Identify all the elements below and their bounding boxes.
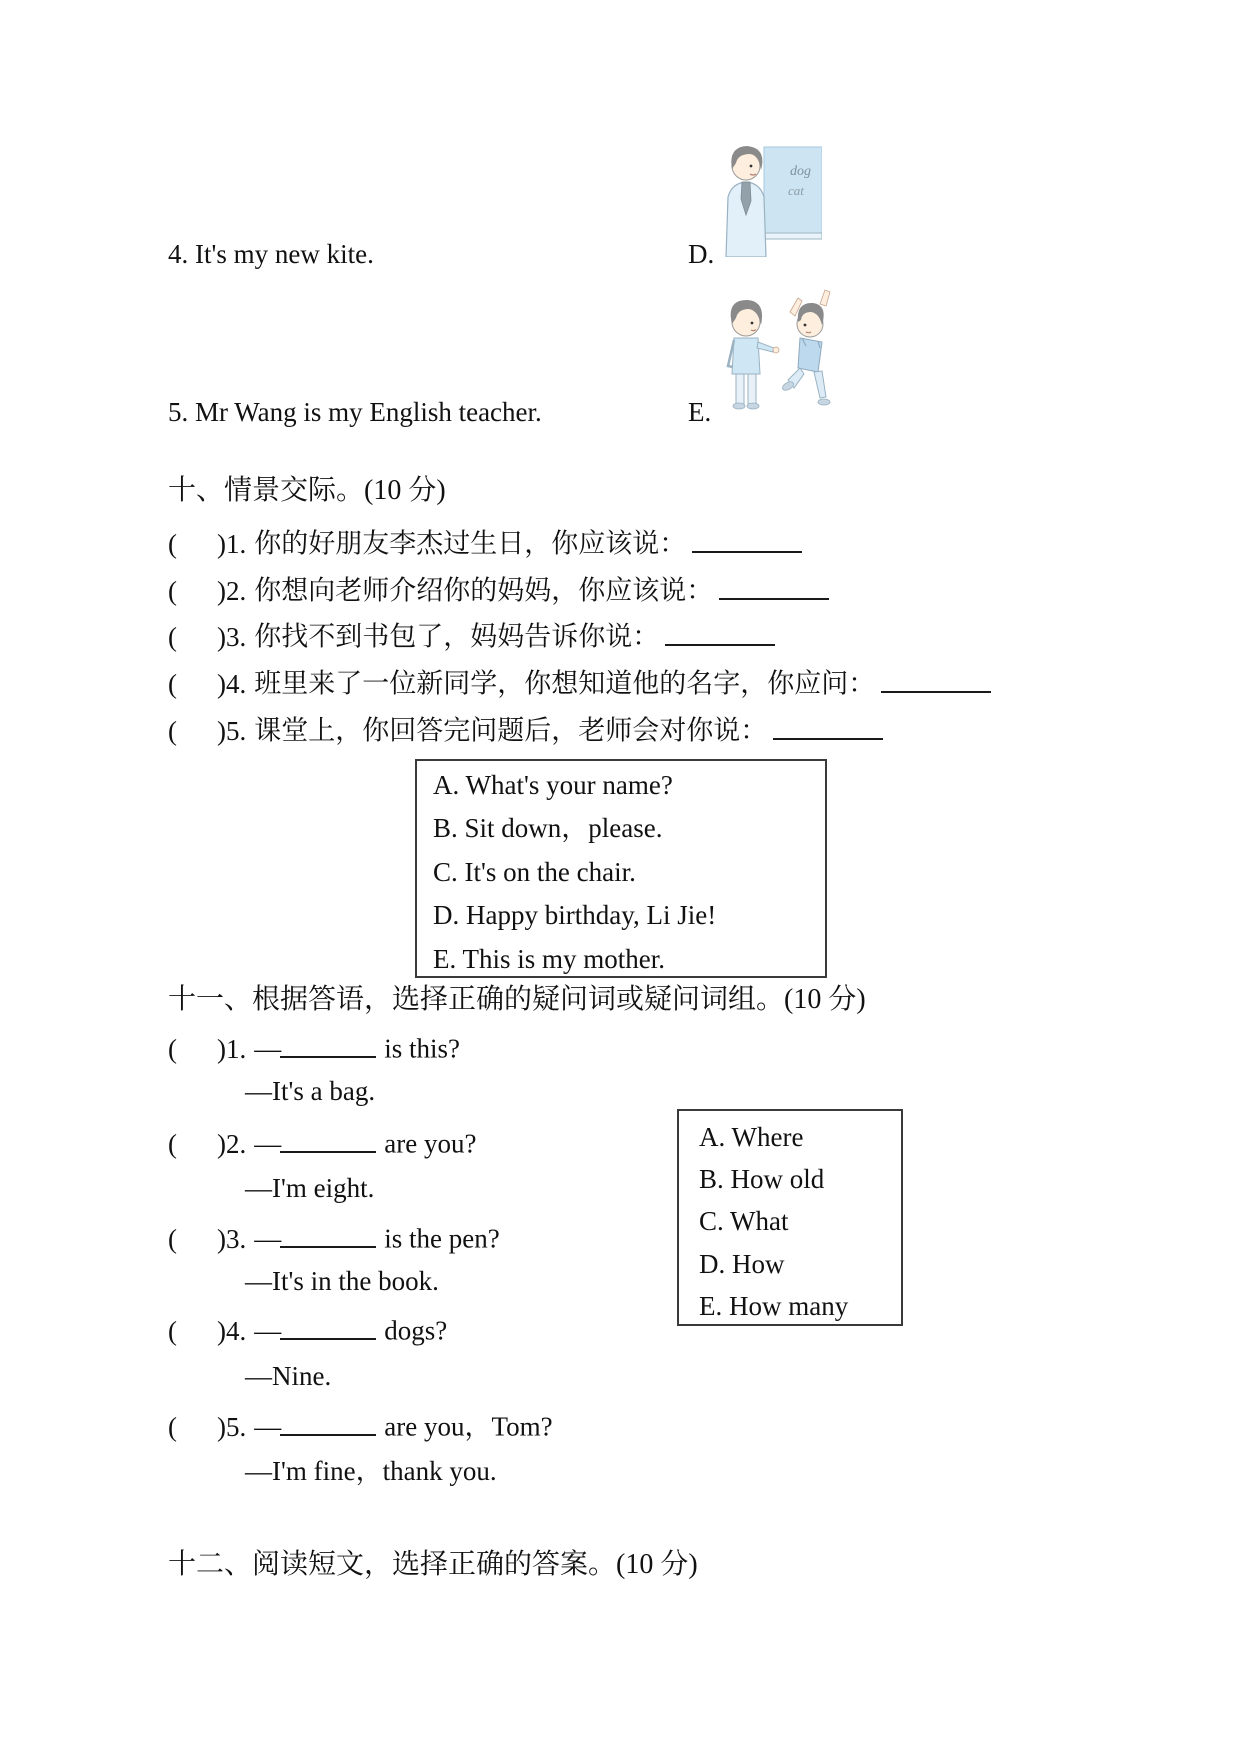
s10-question-5: [168, 712, 889, 747]
board-word-dog: dog: [790, 164, 811, 179]
question-label: )3.: [217, 1223, 247, 1254]
paren-open: (: [168, 1223, 177, 1254]
question-suffix: are you，Tom?: [384, 1411, 553, 1442]
board-word-cat: cat: [788, 183, 804, 198]
paren-open: (: [168, 1128, 177, 1159]
matching-sentence-4: 4. It's my new kite.: [168, 239, 374, 269]
s10-question-3: [168, 618, 781, 653]
question-suffix: dogs?: [384, 1315, 448, 1346]
em-dash: —: [254, 1033, 281, 1064]
s10-options-box: [415, 759, 827, 978]
question-label: )1.: [217, 1033, 247, 1064]
paren-open: (: [168, 1411, 177, 1442]
s10-question-1: [168, 525, 808, 560]
section11-title: 十一、根据答语，选择正确的疑问词或疑问词组。(10 分): [168, 984, 866, 1015]
answer-blank: [280, 1312, 376, 1340]
s11-question-4: [168, 1312, 447, 1347]
question-suffix: are you?: [384, 1128, 477, 1159]
paren-open: (: [168, 575, 177, 606]
s10-question-4: [168, 665, 997, 700]
em-dash: —: [254, 1315, 281, 1346]
s11-answer-4: —Nine.: [245, 1361, 332, 1391]
section10-title: 十、情景交际。(10 分): [168, 475, 446, 506]
s10-question-2: [168, 572, 835, 607]
em-dash: —: [254, 1223, 281, 1254]
desk-icon: [760, 233, 822, 239]
answer-blank: [280, 1030, 376, 1058]
s11-option-c: C. What: [699, 1206, 789, 1237]
question-text: 你想向老师介绍你的妈妈，你应该说：: [254, 575, 714, 606]
s11-question-2: [168, 1125, 476, 1160]
question-label: )4.: [217, 1315, 247, 1346]
boys-illustration: [714, 272, 836, 414]
answer-blank: [692, 525, 802, 553]
s11-option-e: E. How many: [699, 1290, 849, 1321]
em-dash: —: [254, 1411, 281, 1442]
answer-blank: [719, 572, 829, 600]
s10-option-e: E. This is my mother.: [433, 943, 666, 974]
boy-dancing: [781, 290, 830, 405]
paren-open: (: [168, 715, 177, 746]
question-suffix: is this?: [384, 1033, 461, 1064]
answer-blank: [881, 665, 991, 693]
question-label: )2.: [217, 1128, 247, 1159]
s10-option-c: C. It's on the chair.: [433, 856, 636, 887]
s10-option-a: A. What's your name?: [433, 770, 673, 800]
paren-open: (: [168, 1033, 177, 1064]
s11-answer-3: —It's in the book.: [245, 1266, 439, 1296]
s10-option-d: D. Happy birthday, Li Jie!: [433, 900, 717, 931]
answer-blank: [280, 1220, 376, 1248]
s11-question-3: [168, 1220, 500, 1255]
s11-options-box: [677, 1109, 903, 1326]
answer-blank: [280, 1125, 376, 1153]
s11-answer-1: —It's a bag.: [245, 1076, 376, 1106]
paren-open: (: [168, 621, 177, 652]
boy-pointing: [728, 300, 779, 409]
answer-blank: [665, 618, 775, 646]
matching-letter-e: E.: [688, 397, 712, 427]
answer-blank: [280, 1408, 376, 1436]
question-label: )5.: [217, 1411, 247, 1442]
question-text: 班里来了一位新同学，你想知道他的名字，你应问：: [254, 668, 876, 699]
s11-answer-5: —I'm fine，thank you.: [245, 1456, 497, 1486]
teacher-illustration: [720, 143, 822, 257]
em-dash: —: [254, 1128, 281, 1159]
s11-option-a: A. Where: [699, 1122, 804, 1152]
question-label: )3.: [217, 621, 247, 652]
question-text: 你的好朋友李杰过生日，你应该说：: [254, 528, 687, 559]
s10-option-b: B. Sit down，please.: [433, 813, 663, 844]
s11-question-1: [168, 1030, 460, 1065]
s11-question-5: [168, 1408, 553, 1443]
paren-open: (: [168, 1315, 177, 1346]
question-suffix: is the pen?: [384, 1223, 500, 1254]
question-label: )4.: [217, 668, 247, 699]
paren-open: (: [168, 528, 177, 559]
s11-answer-2: —I'm eight.: [245, 1173, 375, 1203]
answer-blank: [773, 712, 883, 740]
paren-open: (: [168, 668, 177, 699]
question-label: )2.: [217, 575, 247, 606]
question-label: )5.: [217, 715, 247, 746]
s11-option-b: B. How old: [699, 1164, 825, 1195]
question-text: 你找不到书包了，妈妈告诉你说：: [254, 621, 660, 652]
matching-letter-d: D.: [688, 239, 715, 269]
s11-option-d: D. How: [699, 1248, 785, 1279]
matching-sentence-5: 5. Mr Wang is my English teacher.: [168, 397, 542, 427]
question-text: 课堂上，你回答完问题后，老师会对你说：: [254, 715, 768, 746]
section12-title: 十二、阅读短文，选择正确的答案。(10 分): [168, 1549, 698, 1580]
question-label: )1.: [217, 528, 247, 559]
